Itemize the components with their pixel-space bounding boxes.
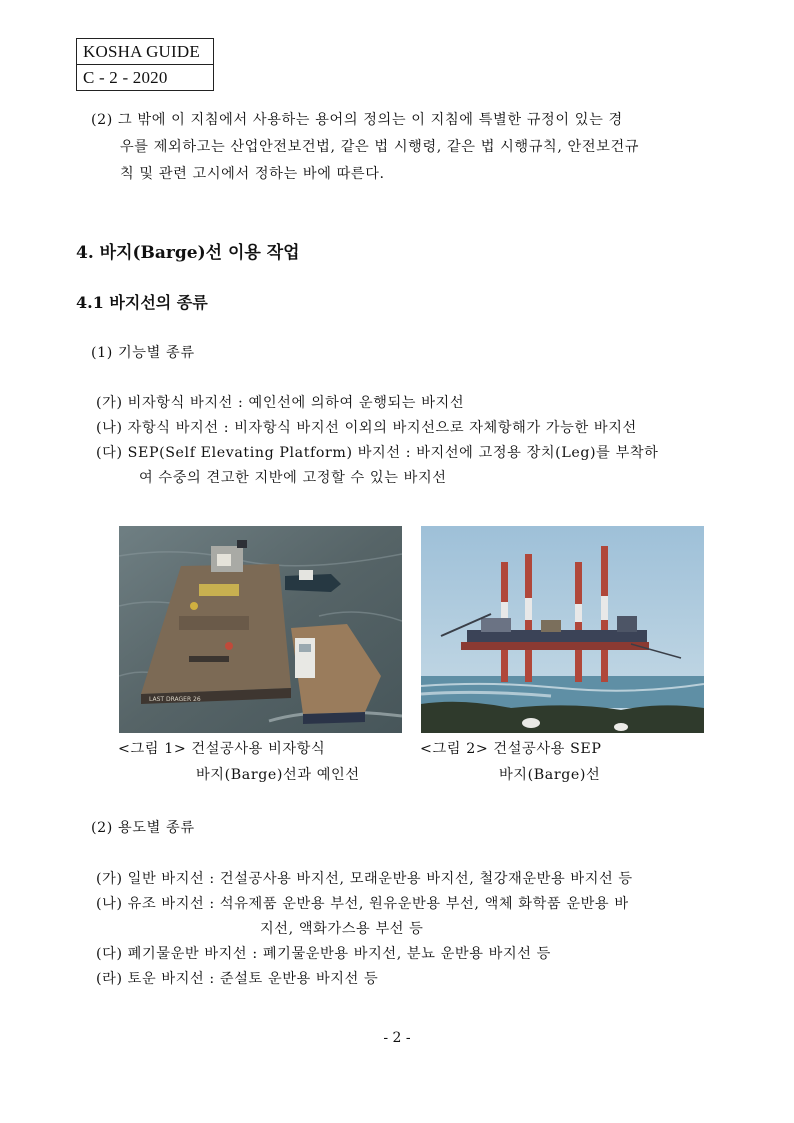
use-title: (2) 용도별 종류 <box>91 820 195 836</box>
sep-barge-photo <box>421 526 704 733</box>
guide-code-box <box>76 38 214 91</box>
use-item-ra: (라) 토운 바지선 : 준설토 운반용 바지선 등 <box>96 971 379 987</box>
para2-line3: 칙 및 관련 고시에서 정하는 바에 따른다. <box>120 166 385 182</box>
figure-1-caption-line2: 바지(Barge)선과 예인선 <box>196 767 360 783</box>
barge-tug-illustration <box>119 526 402 733</box>
guide-name: KOSHA GUIDE <box>83 42 200 61</box>
func-title: (1) 기능별 종류 <box>91 345 195 361</box>
figure-1-caption-line1: <그림 1> 건설공사용 비자항식 <box>118 741 326 757</box>
section4-heading: 4. 바지(Barge)선 이용 작업 <box>76 243 300 263</box>
sep-barge-illustration <box>421 526 704 733</box>
guide-code: C - 2 - 2020 <box>77 64 213 90</box>
func-item-na: (나) 자항식 바지선 : 비자항식 바지선 이외의 바지선으로 자체항해가 가능한 바지선 <box>96 420 637 436</box>
hull-label: LAST DRAGER 26 <box>149 696 201 703</box>
use-item-da: (다) 폐기물운반 바지선 : 폐기물운반용 바지선, 분뇨 운반용 바지선 등 <box>96 946 551 962</box>
func-item-ga: (가) 비자항식 바지선 : 예인선에 의하여 운행되는 바지선 <box>96 395 465 411</box>
para2-line2: 우를 제외하고는 산업안전보건법, 같은 법 시행령, 같은 법 시행규칙, 안전보건규 <box>120 139 640 155</box>
page-number: - 2 - <box>383 1030 411 1046</box>
use-item-ga: (가) 일반 바지선 : 건설공사용 바지선, 모래운반용 바지선, 철강재운반용 바지선 등 <box>96 871 633 887</box>
figure-2-caption-line1: <그림 2> 건설공사용 SEP <box>420 741 602 757</box>
barge-photo-1 <box>119 526 402 733</box>
use-item-na-cont: 지선, 액화가스용 부선 등 <box>260 921 424 937</box>
func-item-da: (다) SEP(Self Elevating Platform) 바지선 : 바지선에 고정용 장치(Leg)를 부착하 <box>96 445 659 461</box>
para2-line1: (2) 그 밖에 이 지침에서 사용하는 용어의 정의는 이 지침에 특별한 규정이 있는 경 <box>91 112 623 128</box>
section41-heading: 4.1 바지선의 종류 <box>76 293 208 312</box>
use-item-na: (나) 유조 바지선 : 석유제품 운반용 부선, 원유운반용 부선, 액체 화학품 운반용 바 <box>96 896 629 912</box>
figure-2-caption-line2: 바지(Barge)선 <box>499 767 601 783</box>
func-item-da-cont: 여 수중의 견고한 지반에 고정할 수 있는 바지선 <box>139 470 447 486</box>
